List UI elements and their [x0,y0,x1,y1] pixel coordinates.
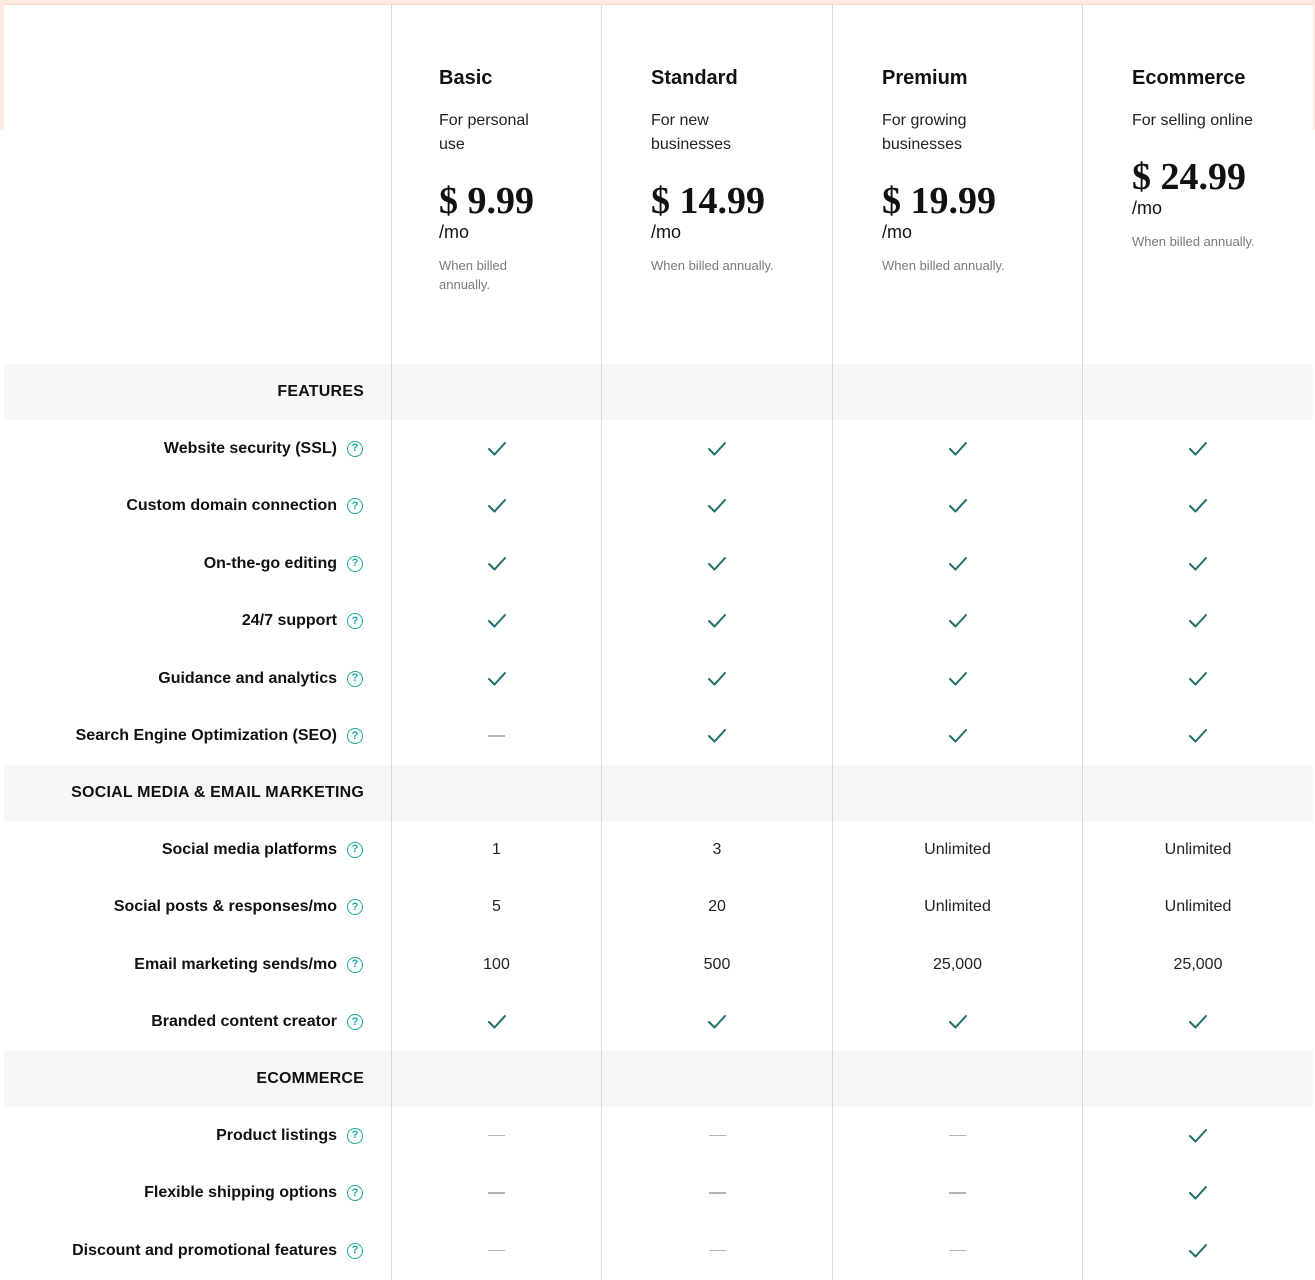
feature-row-label [4,593,391,651]
feature-row-label [4,650,391,708]
feature-value [392,1222,601,1279]
check-icon [707,441,727,457]
feature-value-cell [1082,821,1313,879]
dash-icon [949,1192,966,1194]
feature-value-cell [391,593,601,651]
feature-value [602,535,832,592]
feature-value: 25,000 [1173,955,1223,973]
feature-value-cell [601,994,832,1052]
feature-value-cell [391,1165,601,1223]
check-icon [1188,556,1208,572]
feature-value-cell [391,821,601,879]
feature-value [602,1222,832,1279]
feature-value-cell [601,879,832,937]
plan-header-content [1132,65,1303,251]
check-icon [1188,1128,1208,1144]
section-filler-cell [391,364,601,420]
feature-value [833,593,1082,650]
plan-header-standard [601,5,832,364]
feature-label: Website security (SSL) [163,439,337,457]
feature-value-cell [601,1165,832,1223]
section-filler-cell [832,765,1082,821]
feature-value [602,994,832,1051]
feature-value-cell [1082,420,1313,478]
feature-value [602,593,832,650]
feature-value [392,708,601,765]
dash-icon [488,735,505,737]
feature-label: Guidance and analytics [158,669,337,687]
feature-label: 24/7 support [241,612,337,629]
feature-value-cell [832,1222,1082,1280]
feature-value-cell [1082,1107,1313,1165]
feature-value-cell [391,879,601,937]
feature-value-cell [391,1107,601,1165]
feature-name [242,593,363,650]
feature-value-cell [832,936,1082,994]
feature-value [392,593,601,650]
feature-label: On-the-go editing [203,554,337,572]
feature-value [602,478,832,535]
check-icon [1188,1014,1208,1030]
help-circle-icon[interactable]: ? [347,498,363,514]
feature-value-cell [1082,879,1313,937]
feature-value [392,1107,601,1164]
feature-row-label [4,936,391,994]
feature-value [1083,708,1313,765]
check-icon [707,498,727,514]
feature-label: Custom domain connection [126,497,337,514]
feature-value [833,1222,1082,1279]
check-icon [487,613,507,629]
check-icon [1188,671,1208,687]
feature-value [833,535,1082,592]
feature-value: Unlimited [924,840,991,858]
feature-value [1083,650,1313,707]
feature-value-cell [391,478,601,536]
plan-name: Basic [439,67,493,89]
feature-value [1083,593,1313,650]
check-icon [948,613,968,629]
feature-row-label [4,1222,391,1280]
feature-value-cell [1082,1165,1313,1223]
feature-value-cell [1082,936,1313,994]
billing-note: When billed annually. [1132,234,1255,249]
feature-value: 3 [712,840,722,858]
feature-value [1083,1107,1313,1164]
dash-icon [709,1192,726,1194]
feature-label: Branded content creator [151,1013,337,1030]
section-title: FEATURES [277,383,364,400]
feature-value: 5 [492,898,501,915]
help-circle-icon[interactable]: ? [347,1128,363,1144]
feature-value-cell [832,708,1082,766]
help-circle-icon[interactable]: ? [347,957,363,973]
check-icon [1188,728,1208,744]
plan-price: $ 14.99 [651,180,765,222]
section-filler-cell [391,1051,601,1107]
feature-value-cell [601,420,832,478]
feature-label: Flexible shipping options [144,1184,337,1201]
feature-value: Unlimited [924,898,991,915]
section-filler-cell [1082,765,1313,821]
check-icon [1188,441,1208,457]
dash-icon [488,1250,505,1252]
pricing-comparison-card [4,4,1313,1277]
feature-value-cell [601,1107,832,1165]
feature-name [204,535,363,592]
feature-row-label [4,1165,391,1223]
feature-name [158,650,363,707]
feature-value-cell [832,478,1082,536]
check-icon [948,441,968,457]
feature-name [164,420,363,477]
check-icon [948,728,968,744]
feature-name [114,879,363,936]
section-filler-cell [601,364,832,420]
feature-value-cell [832,879,1082,937]
feature-name [126,478,363,535]
section-header [4,765,391,821]
feature-name [151,994,363,1051]
feature-value [833,1107,1082,1164]
help-circle-icon[interactable]: ? [347,556,363,572]
feature-row-label [4,1107,391,1165]
feature-value-cell [601,593,832,651]
feature-value-cell [1082,535,1313,593]
feature-name [162,821,363,878]
feature-value-cell [1082,650,1313,708]
feature-value [602,1107,832,1164]
plan-name: Ecommerce [1132,67,1246,89]
feature-value: 20 [708,898,726,915]
plan-header-content [651,65,822,275]
feature-value-cell [391,650,601,708]
feature-value [1083,535,1313,592]
section-title: ECOMMERCE [256,1070,364,1087]
feature-value-cell [601,478,832,536]
plan-header-ecommerce [1082,5,1313,364]
feature-value: Unlimited [1164,840,1232,858]
feature-label: Email marketing sends/mo [134,955,337,973]
feature-value-cell [832,593,1082,651]
plan-description: For new businesses [651,112,732,153]
feature-value-cell [1082,478,1313,536]
feature-name [144,1165,363,1222]
check-icon [707,728,727,744]
dash-icon [709,1135,726,1137]
feature-row-label [4,420,391,478]
help-circle-icon[interactable]: ? [347,1243,363,1259]
section-title: SOCIAL MEDIA & EMAIL MARKETING [71,784,364,801]
plan-price: $ 19.99 [882,180,996,222]
section-header [4,364,391,420]
feature-value [833,1165,1082,1222]
section-filler-cell [601,1051,832,1107]
feature-value-cell [832,1107,1082,1165]
feature-value [833,994,1082,1051]
price-period: /mo [651,222,682,242]
help-circle-icon[interactable]: ? [347,842,363,858]
feature-row-label [4,535,391,593]
feature-name [134,936,363,993]
feature-value-cell [832,420,1082,478]
header-empty-cell [4,5,391,364]
feature-label: Product listings [216,1126,337,1144]
feature-row-label [4,708,391,766]
check-icon [948,498,968,514]
help-circle-icon[interactable]: ? [347,441,363,457]
feature-value-cell [601,936,832,994]
dash-icon [488,1192,505,1194]
help-circle-icon[interactable]: ? [347,728,363,744]
check-icon [1188,1185,1208,1201]
feature-value-cell [391,1222,601,1280]
feature-row-label [4,478,391,536]
plan-header-content [439,65,591,294]
billing-note: When billed annually. [439,258,507,292]
check-icon [707,1014,727,1030]
help-circle-icon[interactable]: ? [347,671,363,687]
feature-value-cell [1082,994,1313,1052]
section-filler-cell [1082,364,1313,420]
plan-header-premium [832,5,1082,364]
help-circle-icon[interactable]: ? [347,899,363,915]
feature-row-label [4,879,391,937]
check-icon [948,1014,968,1030]
feature-value-cell [1082,708,1313,766]
check-icon [1188,1243,1208,1259]
billing-note: When billed annually. [882,258,1005,273]
plan-description: For selling online [1132,112,1253,129]
plan-header-content [882,65,1072,275]
feature-value [602,1165,832,1222]
feature-value-cell [391,420,601,478]
feature-value-cell [832,650,1082,708]
dash-icon [949,1250,966,1252]
plan-price: $ 9.99 [439,180,534,222]
dash-icon [949,1135,966,1137]
feature-name [72,1222,363,1279]
feature-value [392,1165,601,1222]
feature-value-cell [601,535,832,593]
feature-value-cell [832,1165,1082,1223]
feature-value-cell [832,994,1082,1052]
feature-value-cell [1082,1222,1313,1280]
feature-value [1083,994,1313,1051]
feature-value-cell [601,650,832,708]
check-icon [1188,498,1208,514]
feature-value-cell [391,708,601,766]
check-icon [487,671,507,687]
feature-value-cell [832,821,1082,879]
price-period: /mo [882,222,913,242]
feature-value [392,650,601,707]
feature-name [216,1107,363,1164]
check-icon [487,556,507,572]
feature-value [833,420,1082,477]
feature-value [1083,478,1313,535]
feature-value: 1 [492,840,501,858]
plan-description: For growing businesses [882,112,967,153]
plan-name: Premium [882,67,968,89]
help-circle-icon[interactable]: ? [347,1185,363,1201]
section-header [4,1051,391,1107]
feature-value: 100 [483,955,510,973]
pricing-comparison-table [4,5,1313,1280]
feature-label: Social media platforms [161,840,337,858]
check-icon [707,613,727,629]
feature-value [1083,420,1313,477]
help-circle-icon[interactable]: ? [347,1014,363,1030]
plan-price: $ 24.99 [1132,156,1246,198]
feature-value: 25,000 [933,955,982,973]
feature-value-cell [601,821,832,879]
feature-value [392,420,601,477]
billing-note: When billed annually. [651,258,774,273]
dash-icon [488,1135,505,1137]
feature-value [392,478,601,535]
feature-value [833,708,1082,765]
section-filler-cell [832,1051,1082,1107]
price-period: /mo [439,222,470,242]
feature-name [76,708,363,765]
feature-value-cell [601,1222,832,1280]
help-circle-icon[interactable]: ? [347,613,363,629]
feature-row-label [4,821,391,879]
section-filler-cell [832,364,1082,420]
feature-value [392,535,601,592]
feature-value-cell [1082,593,1313,651]
feature-value: Unlimited [1164,898,1232,915]
feature-value [602,708,832,765]
feature-value [602,650,832,707]
feature-value-cell [601,708,832,766]
feature-label: Search Engine Optimization (SEO) [75,727,337,744]
section-filler-cell [391,765,601,821]
check-icon [487,1014,507,1030]
feature-value [833,650,1082,707]
price-period: /mo [1132,198,1163,218]
feature-value [392,994,601,1051]
plan-header-basic [391,5,601,364]
section-filler-cell [1082,1051,1313,1107]
check-icon [948,556,968,572]
feature-value [833,478,1082,535]
section-filler-cell [601,765,832,821]
check-icon [1188,613,1208,629]
feature-value [602,420,832,477]
plan-name: Standard [651,67,738,89]
check-icon [487,441,507,457]
feature-value-cell [832,535,1082,593]
feature-value-cell [391,936,601,994]
check-icon [487,498,507,514]
feature-value [1083,1165,1313,1222]
dash-icon [709,1250,726,1252]
check-icon [707,671,727,687]
feature-value [1083,1222,1313,1279]
check-icon [707,556,727,572]
feature-value: 500 [703,955,731,973]
plan-description: For personal use [439,112,529,153]
feature-value-cell [391,994,601,1052]
feature-value-cell [391,535,601,593]
feature-row-label [4,994,391,1052]
check-icon [948,671,968,687]
feature-label: Social posts & responses/mo [113,898,337,915]
feature-label: Discount and promotional features [72,1241,337,1259]
